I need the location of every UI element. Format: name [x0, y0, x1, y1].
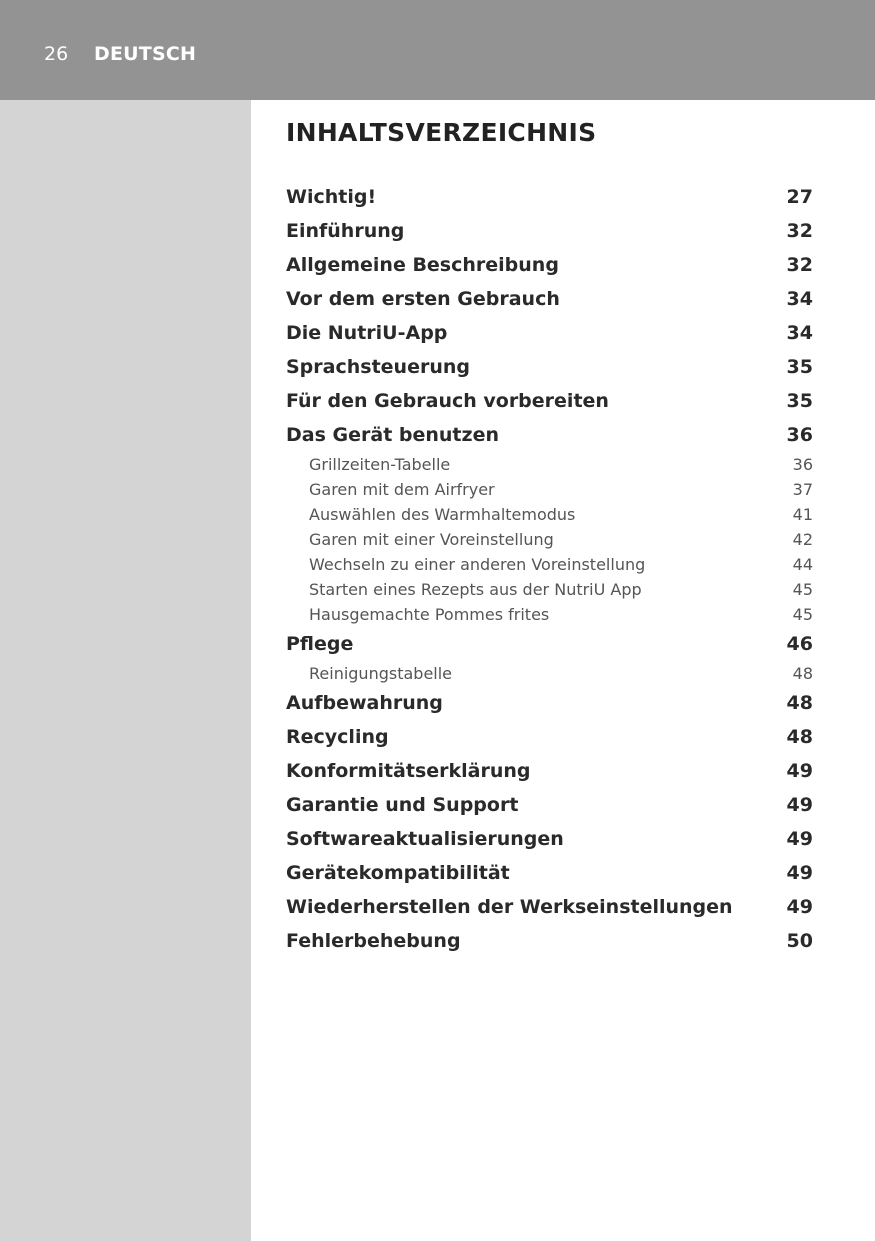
toc-entry-page: 35 — [786, 356, 813, 378]
toc-entry-label: Gerätekompatibilität — [286, 862, 510, 884]
toc-entry-page: 49 — [786, 828, 813, 850]
toc-entry-page: 36 — [786, 424, 813, 446]
toc-entry-page: 42 — [792, 530, 813, 549]
toc-entry-label: Recycling — [286, 726, 389, 748]
toc-entry-label: Die NutriU-App — [286, 322, 448, 344]
toc-entry-label: Sprachsteuerung — [286, 356, 470, 378]
toc-entry-page: 34 — [786, 322, 813, 344]
toc-entry[interactable] — [286, 180, 813, 214]
toc-entry-page: 32 — [786, 254, 813, 276]
toc-subentry[interactable] — [286, 452, 813, 477]
toc-entry-label: Hausgemachte Pommes frites — [309, 605, 550, 624]
toc-entry-label: Vor dem ersten Gebrauch — [286, 288, 560, 310]
toc-entry-page: 36 — [792, 455, 813, 474]
toc-entry-label: Konformitätserklärung — [286, 760, 531, 782]
toc-entry[interactable] — [286, 350, 813, 384]
toc-section — [286, 115, 813, 958]
language-label: DEUTSCH — [94, 43, 197, 65]
toc-entry-page: 46 — [786, 633, 813, 655]
toc-subentry[interactable] — [286, 577, 813, 602]
toc-entry-label: Fehlerbehebung — [286, 930, 461, 952]
toc-entry[interactable] — [286, 384, 813, 418]
toc-entry[interactable] — [286, 924, 813, 958]
toc-entry-label: Starten eines Rezepts aus der NutriU App — [309, 580, 642, 599]
toc-entry[interactable] — [286, 248, 813, 282]
toc-entry-label: Aufbewahrung — [286, 692, 443, 714]
toc-subentry[interactable] — [286, 477, 813, 502]
toc-entry-page: 45 — [792, 580, 813, 599]
toc-subentry[interactable] — [286, 552, 813, 577]
toc-entry-label: Wechseln zu einer anderen Voreinstellung — [309, 555, 646, 574]
toc-entry[interactable] — [286, 627, 813, 661]
toc-subentry[interactable] — [286, 602, 813, 627]
toc-entry-page: 45 — [792, 605, 813, 624]
toc-entry-page: 49 — [786, 862, 813, 884]
toc-entry-label: Wichtig! — [286, 186, 377, 208]
toc-entry-page: 35 — [786, 390, 813, 412]
side-panel — [0, 100, 251, 1241]
toc-entry[interactable] — [286, 316, 813, 350]
toc-entry-page: 48 — [786, 726, 813, 748]
page-title: INHALTSVERZEICHNIS — [286, 118, 597, 147]
toc-entry-page: 37 — [792, 480, 813, 499]
toc-entry-label: Wiederherstellen der Werkseinstellungen — [286, 896, 733, 918]
toc-entry-label: Das Gerät benutzen — [286, 424, 499, 446]
toc-list — [286, 180, 813, 958]
toc-subentry[interactable] — [286, 527, 813, 552]
toc-entry[interactable] — [286, 282, 813, 316]
toc-entry-label: Pflege — [286, 633, 354, 655]
toc-entry-page: 49 — [786, 794, 813, 816]
toc-entry[interactable] — [286, 754, 813, 788]
page-number: 26 — [44, 43, 69, 65]
toc-entry-label: Reinigungstabelle — [309, 664, 453, 683]
toc-entry[interactable] — [286, 214, 813, 248]
toc-subentry[interactable] — [286, 502, 813, 527]
toc-subentry[interactable] — [286, 661, 813, 686]
toc-entry-page: 48 — [792, 664, 813, 683]
toc-entry-label: Garen mit einer Voreinstellung — [309, 530, 554, 549]
toc-entry-label: Grillzeiten-Tabelle — [309, 455, 451, 474]
toc-entry-page: 49 — [786, 896, 813, 918]
toc-entry-label: Einführung — [286, 220, 405, 242]
toc-entry-page: 27 — [786, 186, 813, 208]
toc-entry-label: Auswählen des Warmhaltemodus — [309, 505, 576, 524]
toc-entry-label: Softwareaktualisierungen — [286, 828, 564, 850]
toc-entry-page: 48 — [786, 692, 813, 714]
toc-entry[interactable] — [286, 856, 813, 890]
page-header — [0, 0, 875, 100]
toc-entry-page: 49 — [786, 760, 813, 782]
toc-entry-label: Allgemeine Beschreibung — [286, 254, 559, 276]
toc-entry-label: Garen mit dem Airfryer — [309, 480, 495, 499]
toc-entry-label: Für den Gebrauch vorbereiten — [286, 390, 609, 412]
toc-entry[interactable] — [286, 890, 813, 924]
toc-entry-label: Garantie und Support — [286, 794, 519, 816]
toc-entry[interactable] — [286, 686, 813, 720]
toc-entry-page: 34 — [786, 288, 813, 310]
toc-entry[interactable] — [286, 418, 813, 452]
toc-entry[interactable] — [286, 822, 813, 856]
toc-entry-page: 41 — [792, 505, 813, 524]
toc-entry[interactable] — [286, 720, 813, 754]
toc-entry-page: 50 — [786, 930, 813, 952]
toc-entry[interactable] — [286, 788, 813, 822]
toc-entry-page: 32 — [786, 220, 813, 242]
toc-entry-page: 44 — [792, 555, 813, 574]
